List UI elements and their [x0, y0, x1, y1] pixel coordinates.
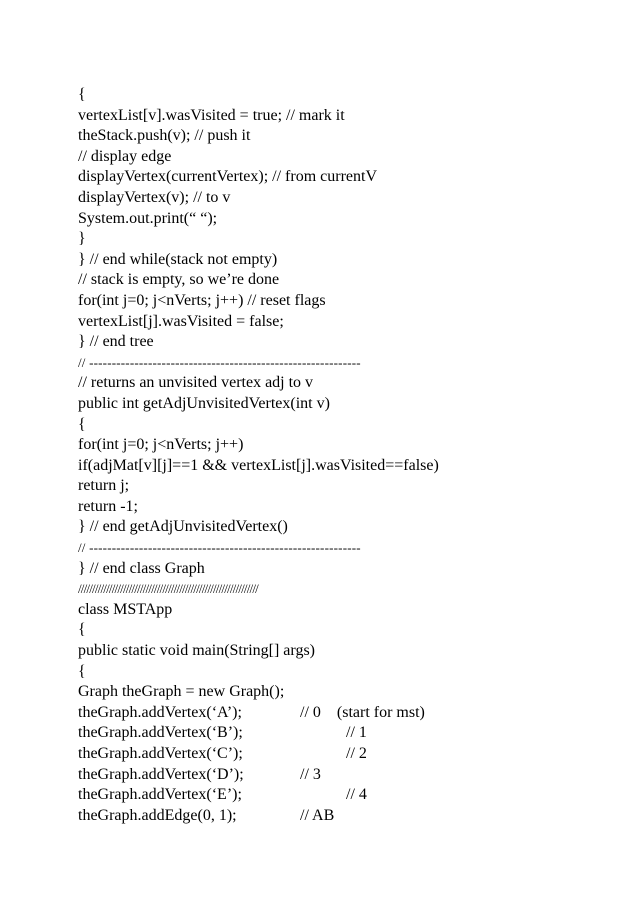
code-line: } // end tree: [78, 333, 154, 351]
code-line: for(int j=0; j<nVerts; j++) // reset flags: [78, 291, 326, 309]
code-line: [78, 744, 618, 765]
code-line: Graph theGraph = new Graph();: [78, 683, 285, 701]
code-comment: // AB: [300, 806, 335, 824]
code-line: public static void main(String[] args): [78, 642, 315, 660]
code-line: theStack.push(v); // push it: [78, 127, 251, 145]
code-comment: // 0 (start for mst): [300, 703, 425, 721]
code-text: theGraph.addVertex(‘B’);: [78, 724, 243, 742]
code-text: theGraph.addEdge(0, 1);: [78, 806, 237, 824]
code-line: } // end while(stack not empty): [78, 250, 278, 268]
code-line: }: [78, 230, 86, 248]
code-line: displayVertex(v); // to v: [78, 188, 231, 206]
code-line: [78, 785, 618, 806]
code-line: {: [78, 86, 86, 103]
code-line: {: [78, 662, 86, 680]
code-line: {: [78, 415, 86, 433]
code-text: theGraph.addVertex(‘A’);: [78, 703, 242, 721]
code-comment: // 4: [346, 786, 367, 804]
code-line: if(adjMat[v][j]==1 && vertexList[j].wasVisited==false): [78, 456, 439, 474]
code-line: [78, 806, 618, 827]
code-line: displayVertex(currentVertex); // from currentV: [78, 168, 377, 186]
code-line: // display edge: [78, 147, 172, 165]
code-line: return -1;: [78, 497, 138, 515]
separator-comment: // ------------------------------------------------------------: [78, 540, 361, 556]
code-line: [78, 703, 618, 724]
code-line: vertexList[v].wasVisited = true; // mark it: [78, 106, 345, 124]
code-line: // returns an unvisited vertex adj to v: [78, 374, 314, 392]
code-line: public int getAdjUnvisitedVertex(int v): [78, 394, 330, 412]
code-text: theGraph.addVertex(‘C’);: [78, 745, 243, 762]
code-line: // stack is empty, so we’re done: [78, 271, 280, 289]
code-line: vertexList[j].wasVisited = false;: [78, 312, 284, 330]
code-line: } // end getAdjUnvisitedVertex(): [78, 518, 288, 536]
code-line: class MSTApp: [78, 600, 173, 618]
code-line: } // end class Graph: [78, 559, 205, 577]
code-text: theGraph.addVertex(‘E’);: [78, 786, 242, 804]
code-line: [78, 723, 618, 744]
code-text: theGraph.addVertex(‘D’);: [78, 765, 244, 783]
slash-separator: ////////////////////////////////////////////////////////////////: [78, 581, 258, 597]
separator-comment: // ------------------------------------------------------------: [78, 354, 361, 370]
code-line: return j;: [78, 477, 130, 495]
code-comment: // 1: [346, 724, 367, 742]
code-comment: // 3: [300, 765, 321, 783]
code-listing: [78, 85, 618, 826]
code-line: [78, 765, 618, 786]
code-line: for(int j=0; j<nVerts; j++): [78, 436, 244, 454]
code-comment: // 2: [346, 745, 367, 762]
code-line: {: [78, 621, 86, 639]
code-line: System.out.print(“ “);: [78, 209, 218, 227]
